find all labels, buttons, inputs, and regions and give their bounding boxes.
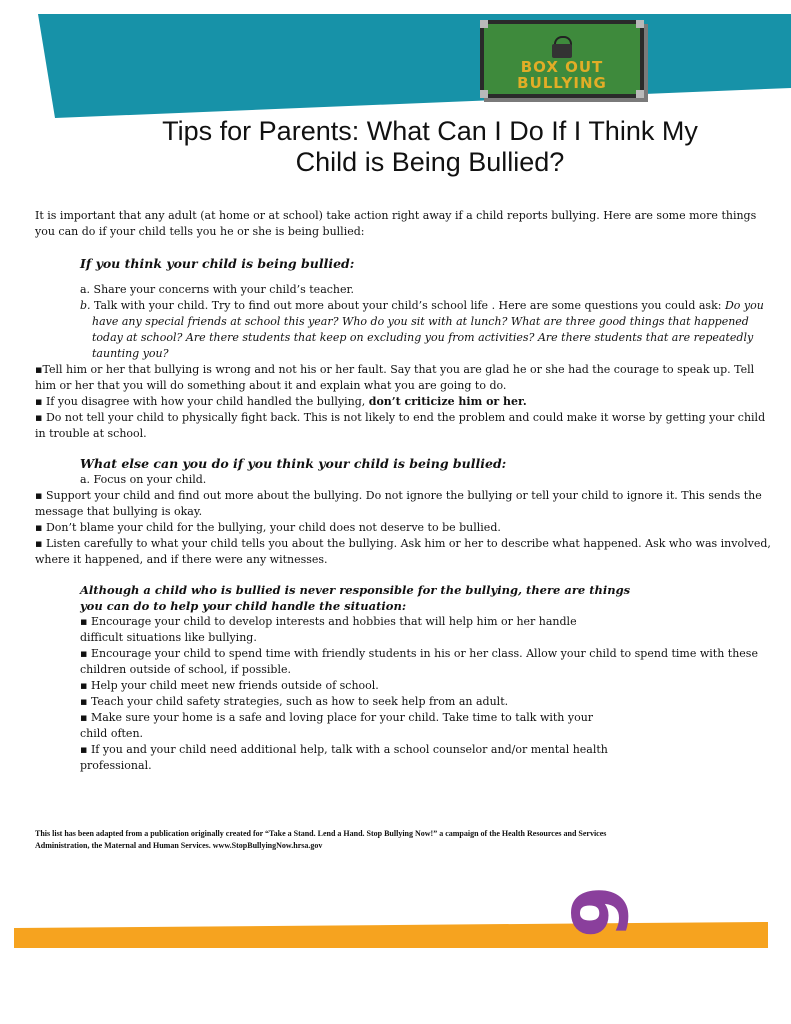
section-3-bullet-1-line1: ▪ Encourage your child to develop interests and hobbies that will help him or her handle: [80, 615, 577, 628]
section-3-bullet-5-line2: child often.: [80, 727, 144, 740]
section-1: [80, 256, 775, 362]
title-line2: Child is Being Bullied?: [295, 147, 565, 177]
section-3: [80, 582, 775, 774]
section-1-bullet-2: ▪ If you disagree with how your child handled the bullying, don’t criticize him or her.: [35, 395, 527, 408]
page-number: 6: [554, 885, 643, 939]
page-title: [80, 116, 780, 178]
section-3-bullet-1-line2: difficult situations like bullying.: [80, 631, 257, 644]
teal-stripe: [38, 14, 791, 118]
lock-body: [552, 44, 572, 58]
section-3-heading-line2: you can do to help your child handle the situation:: [80, 599, 407, 613]
footnote-line1: This list has been adapted from a publication originally created for “Take a Stand. Lend a Hand. Stop Bullying Now!” a campaign of the Health Resources and Services: [35, 829, 607, 838]
section-2: [80, 456, 775, 488]
section-1-item-a: a. Share your concerns with your child’s teacher.: [80, 283, 355, 296]
header-banner: [0, 0, 791, 130]
section-1-item-b: b. Talk with your child. Try to find out more about your child’s school life . Here are some questions you could ask: Do you have any special friends at school this year? Who do you sit with at lunch? What are three good things that happened today at school? Are there students that keep on excluding you from activities? Are there students that are repeatedly taunting you?: [80, 299, 764, 360]
section-3-bullet-5-line1: ▪ Make sure your home is a safe and loving place for your child. Take time to talk with your: [80, 711, 594, 724]
logo-text-line1: BOX OUT: [520, 58, 604, 76]
section-3-bullet-2: ▪ Encourage your child to spend time with friendly students in his or her class. Allow your child to spend time with these children outside of school, if possible.: [80, 647, 758, 676]
title-line1: Tips for Parents: What Can I Do If I Think My: [162, 116, 698, 146]
section-3-heading-line1: Although a child who is bullied is never responsible for the bullying, there are things: [80, 583, 631, 597]
section-3-bullet-6-line1: ▪ If you and your child need additional help, talk with a school counselor and/or mental health: [80, 743, 608, 756]
section-1-bullet-3: ▪ Do not tell your child to physically fight back. This is not likely to end the problem and could make it worse by getting your child in trouble at school.: [35, 411, 766, 440]
section-2-bullet-1: ▪ Support your child and find out more about the bullying. Do not ignore the bullying or tell your child to ignore it. This sends the message that bullying is okay.: [35, 489, 762, 518]
section-2-heading: What else can you do if you think your child is being bullied:: [80, 456, 507, 471]
intro-paragraph: It is important that any adult (at home or at school) take action right away if a child reports bullying. Here are some more things you can do if your child tells you he or she is being bullied:: [35, 209, 757, 238]
section-2-bullet-3: ▪ Listen carefully to what your child tells you about the bullying. Ask him or her to describe what happened. Ask who was involved, where it happened, and if there were any witnesses.: [35, 537, 771, 566]
footer-banner: [0, 870, 791, 960]
section-2-bullet-2: ▪ Don’t blame your child for the bullying, your child does not deserve to be bullied.: [35, 521, 501, 534]
section-2-item-a: a. Focus on your child.: [80, 473, 207, 486]
section-3-bullet-6-line2: professional.: [80, 759, 152, 772]
document-body: [35, 208, 775, 774]
section-1-bullet-1: ▪Tell him or her that bullying is wrong and not his or her fault. Say that you are glad he or she had the courage to speak up. Tell him or her that you will do something about it and explain what you are going to do.: [35, 363, 755, 392]
box-out-bullying-logo: [480, 20, 644, 98]
section-3-bullet-3: ▪ Help your child meet new friends outside of school.: [80, 679, 379, 692]
section-1-heading: If you think your child is being bullied:: [80, 256, 355, 271]
logo-text-line2: BULLYING: [517, 74, 607, 92]
section-3-bullet-4: ▪ Teach your child safety strategies, such as how to seek help from an adult.: [80, 695, 509, 708]
orange-stripe: [14, 922, 768, 948]
source-footnote: [35, 828, 755, 852]
footnote-line2: Administration, the Maternal and Human Services. www.StopBullyingNow.hrsa.gov: [35, 841, 323, 850]
